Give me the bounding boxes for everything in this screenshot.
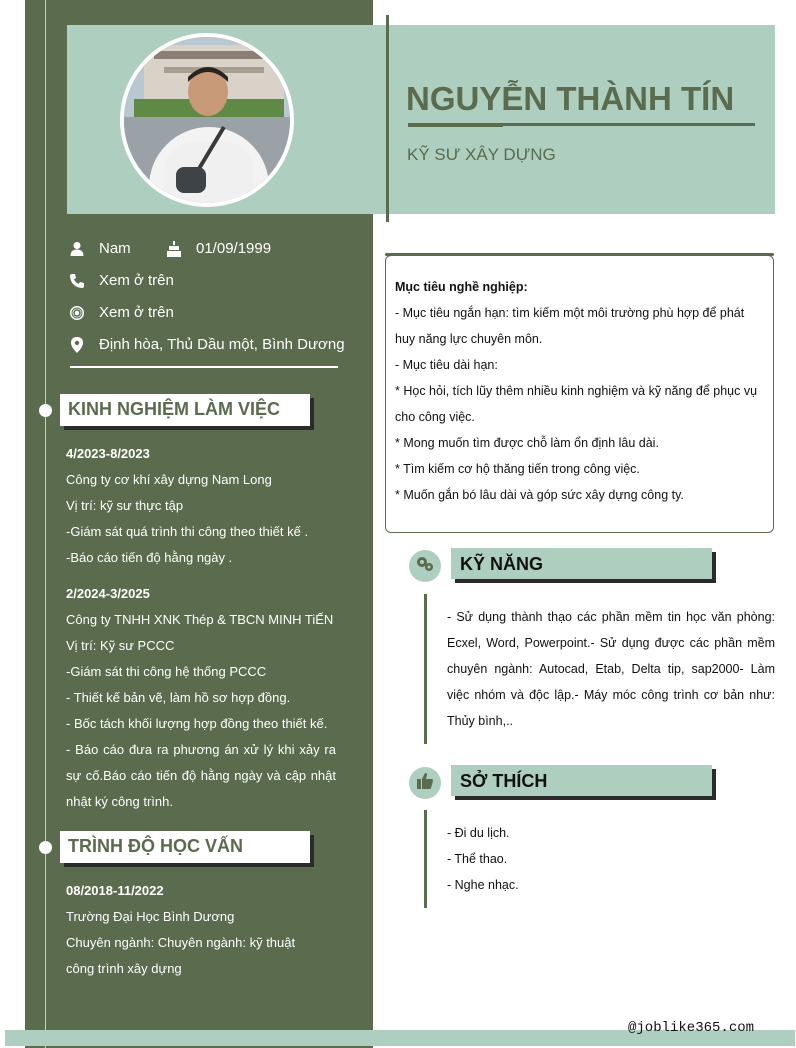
- experience-heading: KINH NGHIỆM LÀM VIỆC: [60, 394, 310, 426]
- hobbies-icon-badge: [409, 767, 441, 799]
- phone-value: Xem ở trên: [99, 272, 174, 289]
- email-at-icon: [69, 305, 85, 321]
- address-value: Định hòa, Thủ Dầu một, Bình Dương: [99, 336, 345, 353]
- email-value: Xem ở trên: [99, 304, 174, 321]
- timeline-dot-education: [39, 841, 52, 854]
- candidate-name: NGUYỄN THÀNH TÍN: [406, 80, 735, 117]
- person-icon: [69, 241, 85, 257]
- header-divider: [386, 15, 389, 222]
- hobbies-heading: SỞ THÍCH: [451, 765, 712, 796]
- timeline-dot-experience: [39, 404, 52, 417]
- objective-line: - Mục tiêu ngắn hạn: tìm kiếm một môi trường phù hợp để phát huy năng lực chuyên môn.: [395, 306, 745, 346]
- job-line: - Báo cáo đưa ra phương án xử lý khi xảy ra sự cố.Báo cáo tiến độ hằng ngày và cập nhật nhật ký công trình.: [66, 742, 336, 809]
- sidebar-timeline-line: [45, 0, 46, 1048]
- address-row: [69, 336, 345, 353]
- gears-icon: [415, 555, 435, 578]
- job-line: -Giám sát thi công hệ thống PCCC: [66, 664, 267, 679]
- skills-heading: KỸ NĂNG: [451, 548, 712, 579]
- job-date: 4/2023-8/2023: [66, 446, 150, 461]
- job-line: - Bốc tách khối lượng hợp đồng theo thiết kế.: [66, 716, 328, 731]
- hobbies-bar: [424, 810, 427, 908]
- job-line: Công ty TNHH XNK Thép & TBCN MINH TiẾN: [66, 612, 334, 627]
- hobby-item: - Đi du lịch.: [447, 826, 510, 840]
- skills-text: - Sử dụng thành thạo các phần mềm tin học văn phòng: Ecxel, Word, Powerpoint.- Sử dụng được các phần mềm chuyên ngành: Autocad, Etab, Delta tip, sap2000- Làm việc nhóm và độc lập.- Máy móc công trình cơ bản như: Thủy bình,..: [447, 610, 775, 728]
- job-title: KỸ SƯ XÂY DỰNG: [407, 145, 556, 164]
- profile-photo: [120, 33, 294, 207]
- footer-watermark: @joblike365.com: [628, 1020, 755, 1036]
- job-date: 2/2024-3/2025: [66, 586, 150, 601]
- education-heading: TRÌNH ĐỘ HỌC VẤN: [60, 831, 310, 863]
- thumbs-up-icon: [416, 772, 434, 795]
- gender-value: Nam: [99, 240, 131, 257]
- education-section: [66, 878, 306, 982]
- name-underline-accent: [408, 126, 503, 127]
- birthday-cake-icon: [166, 241, 182, 257]
- job-line: - Thiết kế bản vẽ, làm hồ sơ hợp đồng.: [66, 690, 291, 705]
- hobbies-list: [447, 820, 747, 898]
- gender-row: [69, 240, 131, 257]
- birthday-value: 01/09/1999: [196, 240, 272, 257]
- phone-row: [69, 272, 174, 289]
- skills-icon-badge: [409, 550, 441, 582]
- birthday-row: [166, 240, 271, 257]
- skills-bar: [424, 594, 427, 744]
- career-objective: [385, 255, 774, 533]
- location-pin-icon: [69, 337, 85, 353]
- objective-line: * Tìm kiếm cơ hộ thăng tiến trong công việc.: [395, 462, 640, 476]
- experience-section: [66, 441, 336, 815]
- job-line: -Báo cáo tiến độ hằng ngày .: [66, 550, 233, 565]
- education-date: 08/2018-11/2022: [66, 883, 164, 898]
- job-line: -Giám sát quá trình thi công theo thiết kế .: [66, 524, 309, 539]
- job-line: Công ty cơ khí xây dựng Nam Long: [66, 472, 272, 487]
- profile-photo-illustration: [124, 37, 290, 203]
- email-row: [69, 304, 174, 321]
- hobby-item: - Thể thao.: [447, 852, 508, 866]
- objective-line: * Muốn gắn bó lâu dài và góp sức xây dựng công ty.: [395, 488, 684, 502]
- hobby-item: - Nghe nhạc.: [447, 878, 519, 892]
- objective-line: * Mong muốn tìm được chỗ làm ổn định lâu dài.: [395, 436, 659, 450]
- job-line: Vị trí: Kỹ sư PCCC: [66, 638, 175, 653]
- job-line: Vị trí: kỹ sư thực tập: [66, 498, 184, 513]
- objective-line: - Mục tiêu dài hạn:: [395, 358, 498, 372]
- objective-title: Mục tiêu nghề nghiệp:: [395, 280, 528, 294]
- objective-line: * Học hỏi, tích lũy thêm nhiều kinh nghiệm và kỹ năng để phục vụ cho công việc.: [395, 384, 758, 424]
- education-major: Chuyên ngành: Chuyên ngành: kỹ thuật công trình xây dựng: [66, 935, 296, 976]
- info-divider: [70, 366, 338, 368]
- education-school: Trường Đại Học Bình Dương: [66, 909, 235, 924]
- phone-icon: [69, 273, 85, 289]
